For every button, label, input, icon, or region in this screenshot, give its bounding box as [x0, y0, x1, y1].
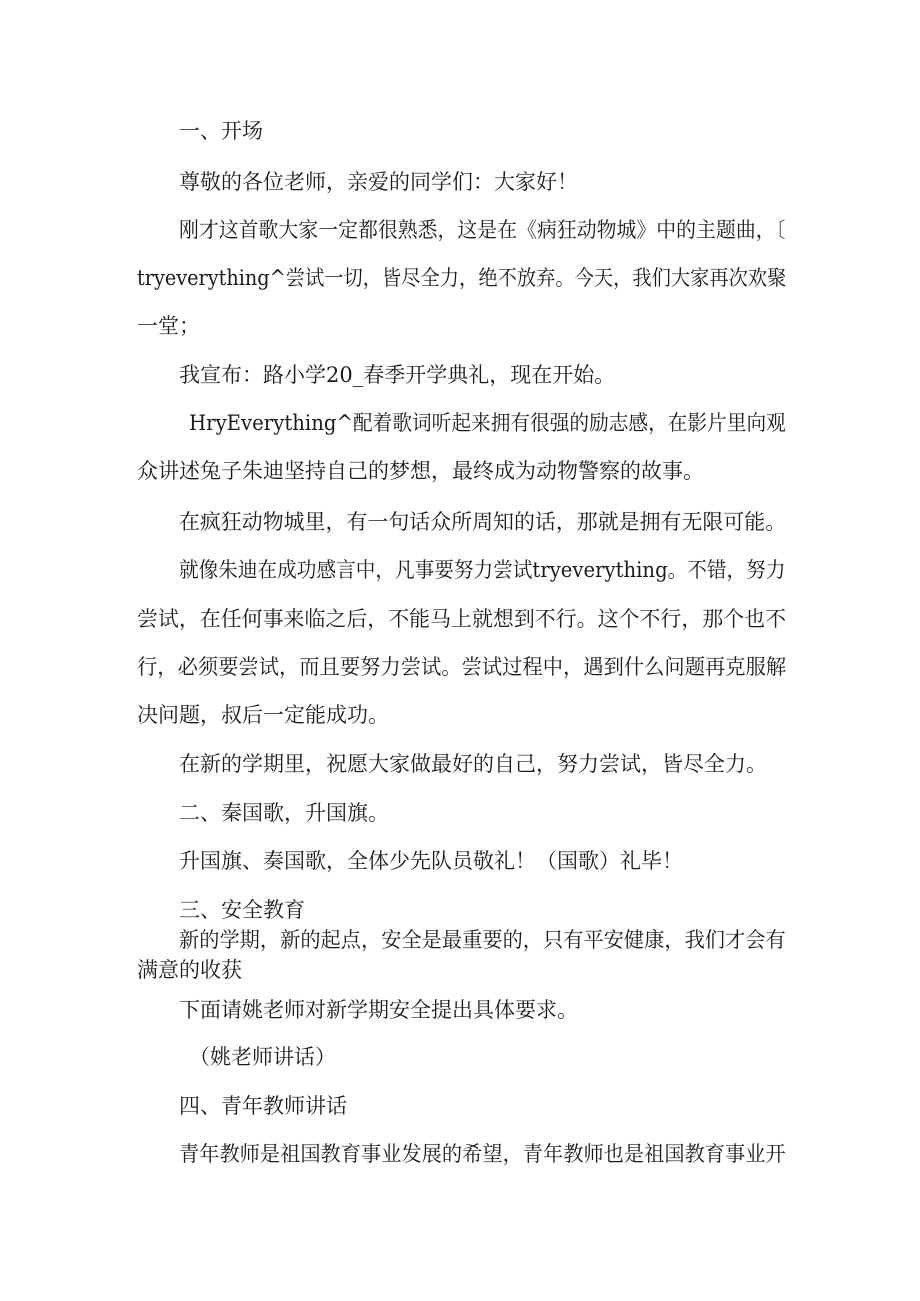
paragraph-speech-note: （姚老师讲话）: [189, 1045, 336, 1069]
paragraph-line: 就像朱迪在成功感言中，凡事要努力尝试tryeverything。不错，努力: [179, 558, 786, 582]
paragraph-line: 尝试，在任何事来临之后，不能马上就想到不行。这个不行，那个也不: [137, 607, 787, 631]
heading-young-teacher: 四、青年教师讲话: [179, 1094, 347, 1118]
paragraph-line: 众讲述兔子朱迪坚持自己的梦想，最终成为动物警察的故事。: [137, 459, 704, 483]
paragraph-wishes: 在新的学期里，祝愿大家做最好的自己，努力尝试，皆尽全力。: [179, 752, 767, 776]
paragraph-line: 刚才这首歌大家一定都很熟悉，这是在《病狂动物城》中的主题曲，〔: [179, 218, 786, 242]
paragraph-line: 新的学期，新的起点，安全是最重要的，只有平安健康，我们才会有: [179, 928, 786, 952]
heading-anthem: 二、秦国歌，升国旗。: [179, 801, 389, 825]
paragraph-line: 决问题，叔后一定能成功。: [137, 703, 389, 727]
paragraph-line: 一堂；: [137, 314, 200, 338]
paragraph-line: HryEverything^配着歌词听起来拥有很强的励志感，在影片里向观: [189, 411, 786, 435]
paragraph-line: 行，必须要尝试，而且要努力尝试。尝试过程中，遇到什么问题再克服解: [137, 655, 787, 679]
heading-safety: 三、安全教育: [179, 898, 305, 922]
paragraph-line: 青年教师是祖国教育事业发展的希望，青年教师也是祖国教育事业开: [179, 1142, 786, 1166]
paragraph-announcement: 我宣布：路小学20_春季开学典礼，现在开始。: [179, 363, 616, 387]
paragraph-line: 在疯狂动物城里，有一句话众所周知的话，那就是拥有无限可能。: [179, 510, 787, 534]
paragraph-flag-raising: 升国旗、奏国歌，全体少先队员敬礼！（国歌）礼毕！: [179, 849, 683, 873]
heading-opening: 一、开场: [179, 119, 263, 143]
paragraph-greeting: 尊敬的各位老师，亲爱的同学们：大家好！: [179, 170, 578, 194]
paragraph-line: 满意的收获: [137, 958, 242, 982]
paragraph-safety-request: 下面请姚老师对新学期安全提出具体要求。: [179, 998, 578, 1022]
paragraph-line: tryeverything^尝试一切，皆尽全力，绝不放弃。今天，我们大家再次欢聚: [137, 266, 787, 290]
